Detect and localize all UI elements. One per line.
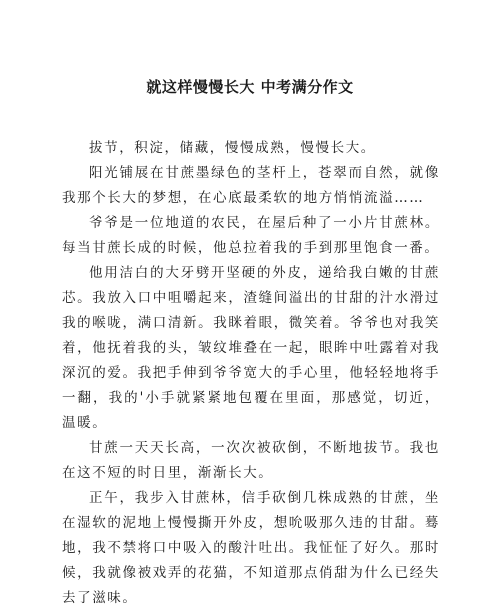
paragraph: 拔节，积淀，储藏，慢慢成熟，慢慢长大。 bbox=[89, 140, 376, 156]
paragraph: 甘蔗一天天长高，一次次被砍倒，不断地拔节。我也在这不短的时日里，渐渐长大。 bbox=[62, 440, 440, 481]
paragraph: 正午，我步入甘蔗林，信手砍倒几株成熟的甘蔗，坐在湿软的泥地上慢慢撕开外皮，想吮吸那久违的甘甜。蓦地，我不禁将口中吸入的酸汁吐出。我怔怔了好久。那时候，我就像被戏弄的花猫，不知道那点俏甜为什么已经失去了滋味。 bbox=[62, 490, 440, 606]
paragraph: 爷爷是一位地道的农民，在屋后种了一小片甘蔗林。每当甘蔗长成的时候，他总拉着我的手到那里饱食一番。 bbox=[62, 215, 440, 256]
paragraph: 阳光铺展在甘蔗墨绿色的茎杆上，苍翠而自然，就像我那个长大的梦想，在心底最柔软的地方悄悄流溢…… bbox=[62, 165, 440, 206]
article-body bbox=[62, 136, 440, 611]
article-title: 就这样慢慢长大 中考满分作文 bbox=[146, 78, 354, 96]
paragraph: 他用洁白的大牙劈开坚硬的外皮，递给我白嫩的甘蔗芯。我放入口中咀嚼起来，渣缝间溢出的甘甜的汁水滑过我的喉咙，满口清新。我眯着眼，微笑着。爷爷也对我笑着，他抚着我的头，皱纹堆叠在一起，眼眸中吐露着对我深沉的爱。我把手伸到爷爷宽大的手心里，他轻轻地将手一翻，我的'小手就紧紧地包覆在里面，那感觉，切近，温暖。 bbox=[62, 265, 440, 431]
